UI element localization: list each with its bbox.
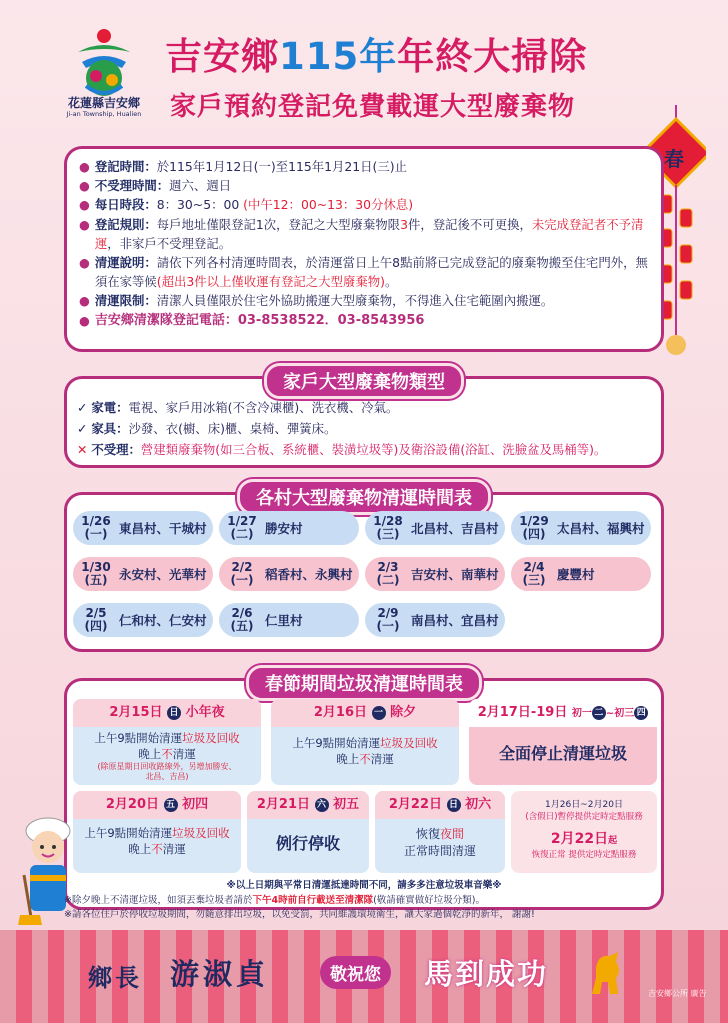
logo-text: 花蓮縣吉安鄉 — [67, 96, 140, 110]
footer-notes — [64, 894, 664, 922]
wish-badge: 敬祝您 — [320, 956, 391, 989]
schedule-date: 1/30 (五) — [81, 560, 111, 587]
schedule-villages: 勝安村 — [265, 521, 303, 536]
village-schedule-item — [73, 511, 213, 545]
spring-label: 春 — [664, 147, 684, 171]
village-schedule-item — [73, 603, 213, 637]
spring-note: ※以上日期與平常日清運抵達時間不同，請多多注意垃圾車音樂※ — [226, 880, 502, 891]
schedule-date: 1/27 (二) — [227, 514, 257, 541]
footer-note-1: ※除夕晚上不清運垃圾，如須丟棄垃圾者請於下午4時前自行載送至清潔隊(敬請確實做好垃圾分類)。 — [64, 895, 486, 906]
type-row-appliance: ✓ 家電：電視、家戶用冰箱(不含冷凍櫃)、洗衣機、冷氣。 — [77, 400, 399, 415]
schedule-date: 2/9 (一) — [376, 606, 400, 633]
cross-icon: ✕ — [77, 442, 88, 457]
schedule-date: 1/29 (四) — [519, 514, 549, 541]
mayor-title: 鄉長 — [88, 964, 142, 992]
info-row-phone: ● 吉安鄉清潔隊登記電話：03-8538522．03-8543956 — [79, 312, 425, 328]
schedule-date: 2/5 (四) — [84, 606, 108, 633]
schedule-villages: 南昌村、宜昌村 — [411, 613, 499, 628]
village-schedule-item — [219, 557, 359, 591]
info-row-limit: ● 清運限制：清潔人員僅限於住宅外協助搬運大型廢棄物，不得進入住宅範圍內搬運。 — [79, 293, 554, 309]
village-schedule-item — [73, 557, 213, 591]
spring-festival-header: 春節期間垃圾清運時間表 — [246, 665, 482, 701]
schedule-villages: 永安村、光華村 — [119, 567, 207, 582]
waste-types-card — [64, 372, 664, 468]
village-schedule-item — [511, 557, 651, 591]
info-row-closed: ● 不受理時間：週六、週日 — [79, 178, 232, 194]
schedule-villages: 吉安村、南華村 — [411, 567, 499, 582]
village-schedule-item — [219, 603, 359, 637]
village-schedule-header: 各村大型廢棄物清運時間表 — [237, 479, 491, 515]
village-schedule-item — [365, 557, 505, 591]
schedule-villages: 北昌村、吉昌村 — [411, 521, 499, 536]
fixed-point-service-box: 1月26日~2月20日 (含假日)暫停提供定時定點服務 2月22日起 恢復正常 提供定時定點服務 — [511, 791, 657, 873]
footer-note-2: ※請各位住戶於停收垃圾期間，勿隨意排出垃圾，以免受罰，共同維護環境衛生，讓大家過個乾淨的新年， 謝謝! — [64, 909, 535, 920]
type-row-furniture: ✓ 家具：沙發、衣(櫥、床)櫃、桌椅、彈簧床。 — [77, 421, 337, 436]
info-row-registration: ● 登記時間：於115年1月12日(一)至115年1月21日(三)止 — [79, 159, 407, 174]
subtitle: 家戶預約登記免費載運大型廢棄物 — [170, 92, 576, 122]
village-schedule-item — [365, 511, 505, 545]
lucky-slogan: 馬到成功 — [424, 957, 549, 991]
schedule-feb17-19: 2月17日-19日 初一 二 ~初三 四 全面停止清運垃圾 — [469, 699, 657, 785]
publisher-credit: 吉安鄉公所 廣告 — [648, 989, 707, 998]
waste-types-header: 家戶大型廢棄物類型 — [264, 363, 464, 399]
village-schedule-item — [511, 511, 651, 545]
village-schedule-card — [64, 488, 664, 652]
spring-festival-card — [64, 674, 664, 910]
info-row-cleaning: ● 清運說明：請依下列各村清運時間表，於清運當日上午8點前將已完成登記的廢棄物搬至住宅門外，無須在家等候(超出3件以上僅收運有登記之大型廢棄物)。 — [79, 255, 648, 290]
schedule-date: 1/26 (一) — [81, 514, 111, 541]
type-row-rejected: ✕ 不受理：營建類廢棄物(如三合板、系統櫃、裝潢垃圾等)及衛浴設備(浴缸、洗臉盆及馬桶等)。 — [77, 442, 607, 457]
schedule-feb15: 2月15日 日 小年夜 上午9點開始清運垃圾及回收 晚上不清運 (除原星期日回收路線外，另增加勝安、北昌、吉昌) — [73, 699, 261, 785]
township-logo — [64, 22, 144, 122]
schedule-villages: 仁里村 — [265, 613, 303, 628]
bottom-banner — [0, 930, 728, 1023]
schedule-date: 2/6 (五) — [230, 606, 254, 633]
horse-icon — [588, 948, 628, 998]
village-schedule-item — [219, 511, 359, 545]
schedule-date: 2/4 (三) — [522, 560, 546, 587]
village-schedule-item — [365, 603, 505, 637]
main-title: 吉安鄉115年年終大掃除 — [165, 35, 588, 78]
info-row-rules: ● 登記規則：每戶地址僅限登記1次，登記之大型廢棄物限3件，登記後不可更換，未完成登記者不予清運，非家戶不受理登記。 — [79, 216, 644, 251]
schedule-date: 1/28 (三) — [373, 514, 403, 541]
schedule-feb20: 2月20日 五 初四 上午9點開始清運垃圾及回收 晚上不清運 — [73, 791, 241, 873]
schedule-villages: 稻香村、永興村 — [265, 567, 353, 582]
check-icon: ✓ — [77, 421, 88, 436]
schedule-villages: 太昌村、福興村 — [557, 521, 645, 536]
schedule-feb21: 2月21日 六 初五 例行停收 — [247, 791, 369, 873]
schedule-villages: 東昌村、干城村 — [119, 521, 207, 536]
schedule-date: 2/2 (一) — [230, 560, 254, 587]
mayor-name: 游淑貞 — [170, 957, 270, 991]
registration-info-box — [64, 146, 664, 352]
schedule-feb22: 2月22日 日 初六 恢復夜間 正常時間清運 — [375, 791, 505, 873]
schedule-villages: 仁和村、仁安村 — [119, 613, 207, 628]
schedule-date: 2/3 (二) — [376, 560, 400, 587]
check-icon: ✓ — [77, 400, 88, 415]
schedule-villages: 慶豐村 — [557, 567, 595, 582]
logo-english: Ji-an Township, Hualien — [66, 110, 142, 118]
info-row-daily: ● 每日時段：8：30~5：00 (中午12：00~13：30分休息) — [79, 197, 414, 213]
schedule-feb16: 2月16日 一 除夕 上午9點開始清運垃圾及回收 晚上不清運 — [271, 699, 459, 785]
